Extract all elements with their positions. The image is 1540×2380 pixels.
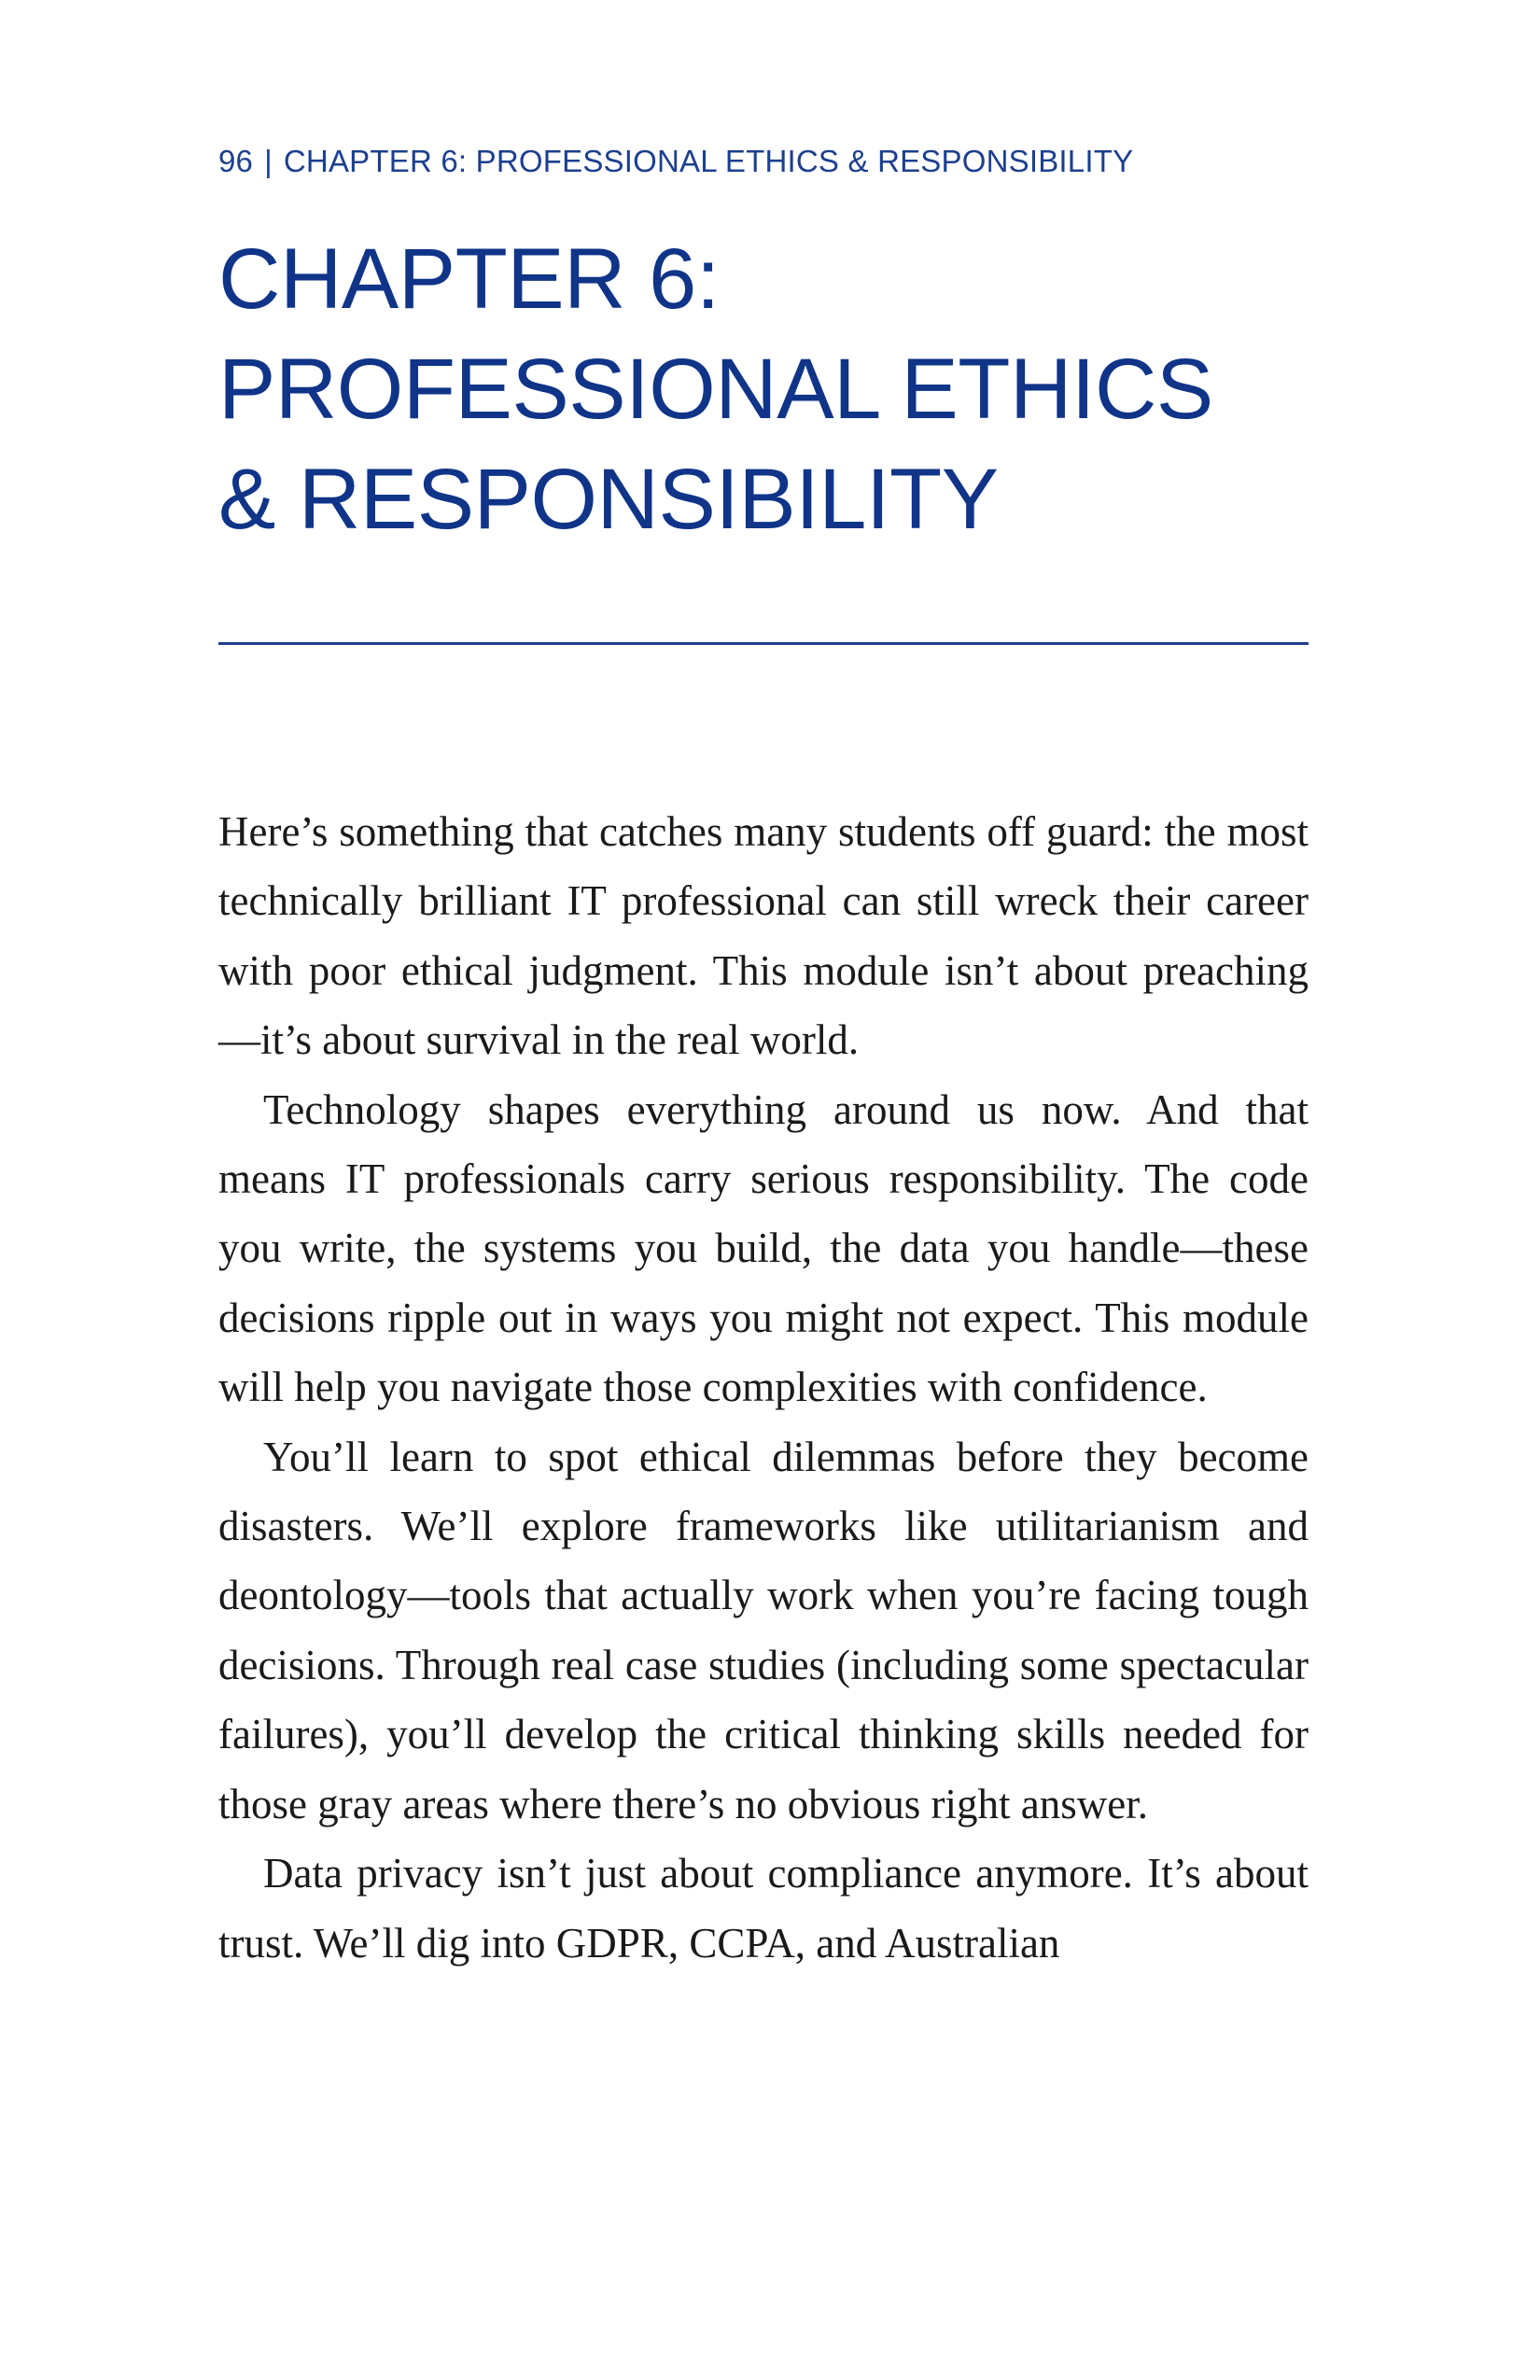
running-head-separator: | bbox=[264, 144, 273, 178]
title-divider bbox=[218, 642, 1309, 645]
chapter-title bbox=[218, 224, 1320, 554]
body-text bbox=[218, 797, 1309, 1978]
chapter-title-line: PROFESSIONAL ETHICS bbox=[218, 342, 1213, 437]
chapter-title-line: & RESPONSIBILITY bbox=[218, 452, 999, 547]
running-head-section: CHAPTER 6: PROFESSIONAL ETHICS & RESPONSIBILITY bbox=[283, 144, 1134, 178]
paragraph: Technology shapes everything around us now. And that means IT professionals carry serious responsibility. The code you write, the systems you build, the data you handle—these decisions ripple out in ways you might not expect. This module will help you navigate those complexities with confidence. bbox=[218, 1085, 1309, 1411]
paragraph: Here’s something that catches many students off guard: the most technically brilliant IT professional can still wreck their career with poor ethical judgment. This module isn’t about preaching—it’s about survival in the real world. bbox=[218, 808, 1309, 1064]
page-number: 96 bbox=[218, 144, 254, 178]
chapter-title-line: CHAPTER 6: bbox=[218, 231, 720, 327]
paragraph: Data privacy isn’t just about compliance anymore. It’s about trust. We’ll dig into GDPR, CCPA, and Australian bbox=[218, 1850, 1309, 1967]
paragraph: You’ll learn to spot ethical dilemmas before they become disasters. We’ll explore frameworks like utilitarianism and deontology—tools that actually work when you’re facing tough decisions. Through real case studies (including some spectacular failures), you’ll develop the critical thinking skills needed for those gray areas where there’s no obvious right answer. bbox=[218, 1433, 1309, 1827]
running-head bbox=[218, 144, 1310, 179]
